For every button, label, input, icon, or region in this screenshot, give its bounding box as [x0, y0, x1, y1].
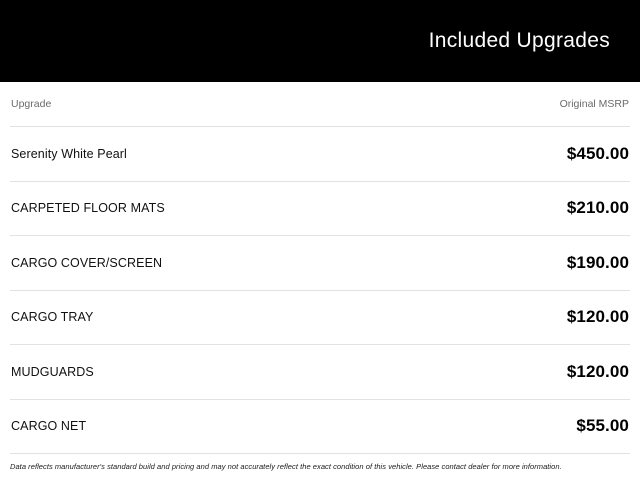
table-body	[10, 126, 630, 453]
upgrade-name: Serenity White Pearl	[11, 146, 127, 161]
upgrade-name: MUDGUARDS	[11, 364, 94, 379]
column-header-msrp: Original MSRP	[559, 98, 629, 110]
table-header-row	[10, 82, 630, 126]
upgrades-table	[0, 82, 640, 480]
upgrade-price: $120.00	[566, 307, 629, 327]
panel-header	[0, 0, 640, 82]
table-row	[10, 290, 630, 345]
table-row	[10, 181, 630, 236]
upgrade-price: $120.00	[566, 361, 629, 381]
upgrade-name: CARGO COVER/SCREEN	[11, 255, 163, 270]
disclaimer-text: Data reflects manufacturer's standard build and pricing and may not accurately reflect the exact condition of this vehicle. Please contact dealer for more information.	[10, 453, 630, 472]
table-row	[10, 344, 630, 399]
column-header-upgrade: Upgrade	[11, 98, 52, 110]
table-row	[10, 126, 630, 181]
upgrade-name: CARPETED FLOOR MATS	[11, 201, 165, 216]
table-row	[10, 399, 630, 454]
upgrade-name: CARGO TRAY	[11, 310, 94, 325]
upgrade-price: $55.00	[576, 416, 629, 436]
upgrade-name: CARGO NET	[11, 419, 87, 434]
upgrade-price: $210.00	[566, 198, 629, 218]
table-row	[10, 235, 630, 290]
upgrade-price: $190.00	[566, 252, 629, 272]
upgrade-price: $450.00	[566, 143, 629, 163]
page-title: Included Upgrades	[428, 29, 610, 52]
